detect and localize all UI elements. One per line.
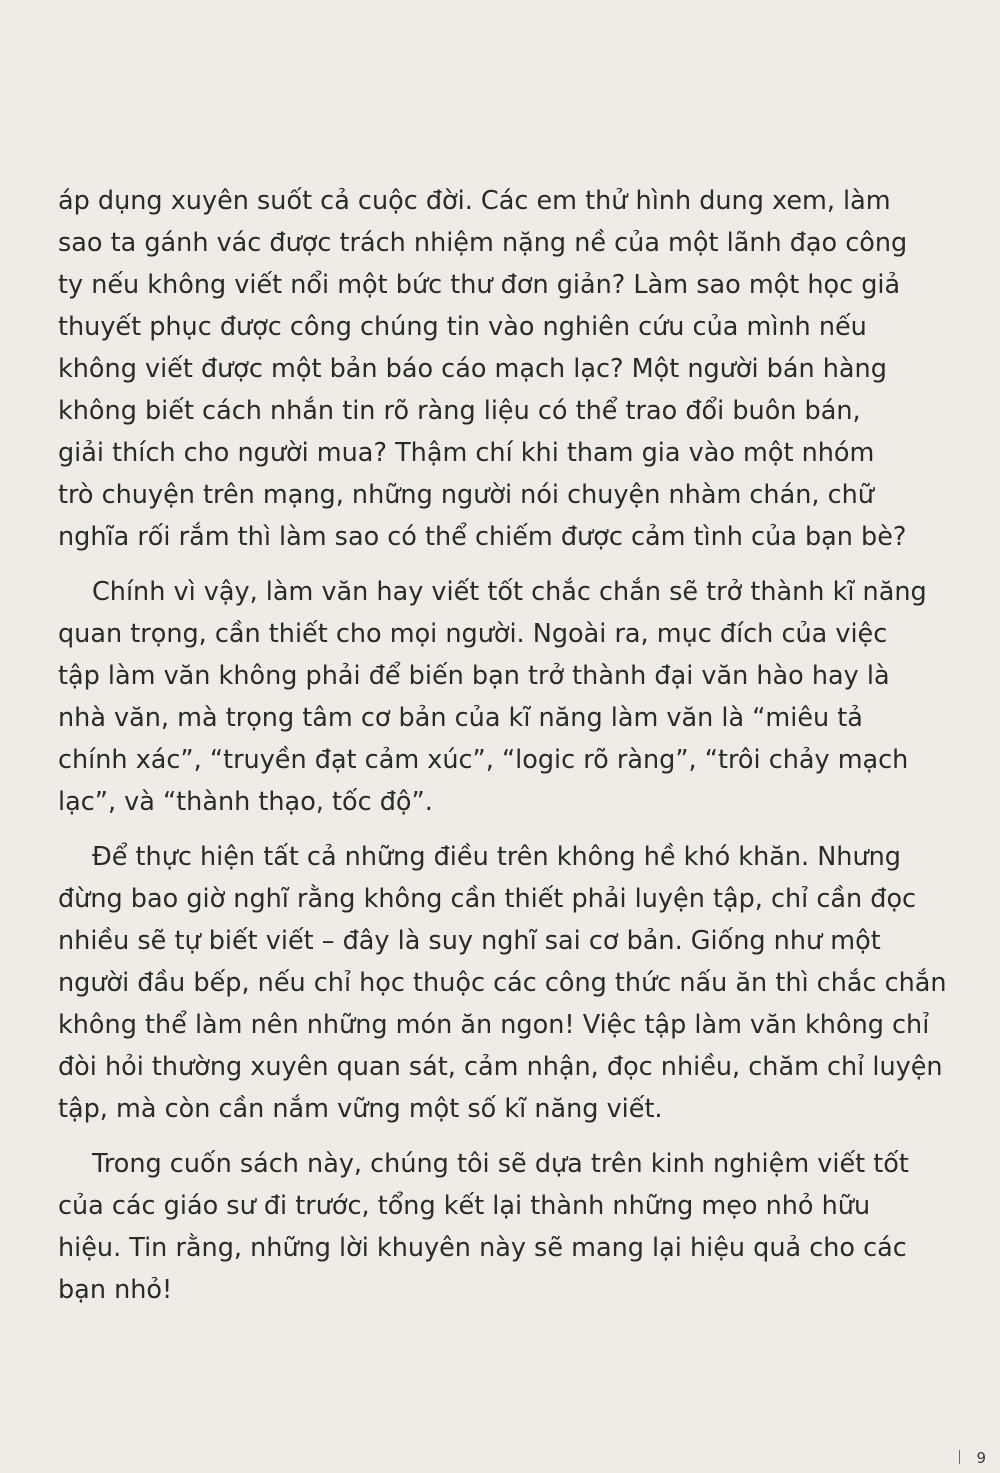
- text-line: người đầu bếp, nếu chỉ học thuộc các công thức nấu ăn thì chắc chắn: [58, 968, 947, 998]
- page-number-text: 9: [976, 1449, 986, 1467]
- text-line: nhà văn, mà trọng tâm cơ bản của kĩ năng làm văn là “miêu tả: [58, 703, 863, 733]
- text-line: giải thích cho người mua? Thậm chí khi tham gia vào một nhóm: [58, 438, 875, 468]
- paragraph-1: [58, 180, 958, 558]
- text-line: bạn nhỏ!: [58, 1275, 173, 1305]
- page-number: [959, 1448, 986, 1468]
- text-line: không viết được một bản báo cáo mạch lạc? Một người bán hàng: [58, 354, 887, 384]
- text-line: Trong cuốn sách này, chúng tôi sẽ dựa trên kinh nghiệm viết tốt: [92, 1149, 909, 1179]
- paragraph-2: [58, 571, 958, 823]
- text-line: lạc”, và “thành thạo, tốc độ”.: [58, 787, 433, 817]
- text-line: sao ta gánh vác được trách nhiệm nặng nề của một lãnh đạo công: [58, 228, 908, 258]
- text-line: hiệu. Tin rằng, những lời khuyên này sẽ mang lại hiệu quả cho các: [58, 1233, 907, 1263]
- text-line: thuyết phục được công chúng tin vào nghiên cứu của mình nếu: [58, 312, 867, 342]
- text-line: áp dụng xuyên suốt cả cuộc đời. Các em thử hình dung xem, làm: [58, 186, 891, 216]
- paragraph-3: [58, 836, 958, 1130]
- text-line: Để thực hiện tất cả những điều trên không hề khó khăn. Nhưng: [92, 842, 901, 872]
- paragraph-4: [58, 1143, 958, 1311]
- body-text: [58, 180, 958, 1311]
- text-line: tập làm văn không phải để biến bạn trở thành đại văn hào hay là: [58, 661, 890, 691]
- text-line: nghĩa rối rắm thì làm sao có thể chiếm được cảm tình của bạn bè?: [58, 522, 907, 552]
- text-line: chính xác”, “truyền đạt cảm xúc”, “logic rõ ràng”, “trôi chảy mạch: [58, 745, 909, 775]
- text-line: trò chuyện trên mạng, những người nói chuyện nhàm chán, chữ: [58, 480, 874, 510]
- text-line: của các giáo sư đi trước, tổng kết lại thành những mẹo nhỏ hữu: [58, 1191, 871, 1221]
- text-line: đừng bao giờ nghĩ rằng không cần thiết phải luyện tập, chỉ cần đọc: [58, 884, 917, 914]
- text-line: ty nếu không viết nổi một bức thư đơn giản? Làm sao một học giả: [58, 270, 901, 300]
- text-line: tập, mà còn cần nắm vững một số kĩ năng viết.: [58, 1094, 663, 1124]
- text-line: không thể làm nên những món ăn ngon! Việc tập làm văn không chỉ: [58, 1010, 930, 1040]
- text-line: không biết cách nhắn tin rõ ràng liệu có thể trao đổi buôn bán,: [58, 396, 861, 426]
- text-line: đòi hỏi thường xuyên quan sát, cảm nhận, đọc nhiều, chăm chỉ luyện: [58, 1052, 943, 1082]
- text-line: quan trọng, cần thiết cho mọi người. Ngoài ra, mục đích của việc: [58, 619, 888, 649]
- text-line: nhiều sẽ tự biết viết – đây là suy nghĩ sai cơ bản. Giống như một: [58, 926, 881, 956]
- text-line: Chính vì vậy, làm văn hay viết tốt chắc chắn sẽ trở thành kĩ năng: [92, 577, 927, 607]
- folio-divider: [959, 1450, 960, 1464]
